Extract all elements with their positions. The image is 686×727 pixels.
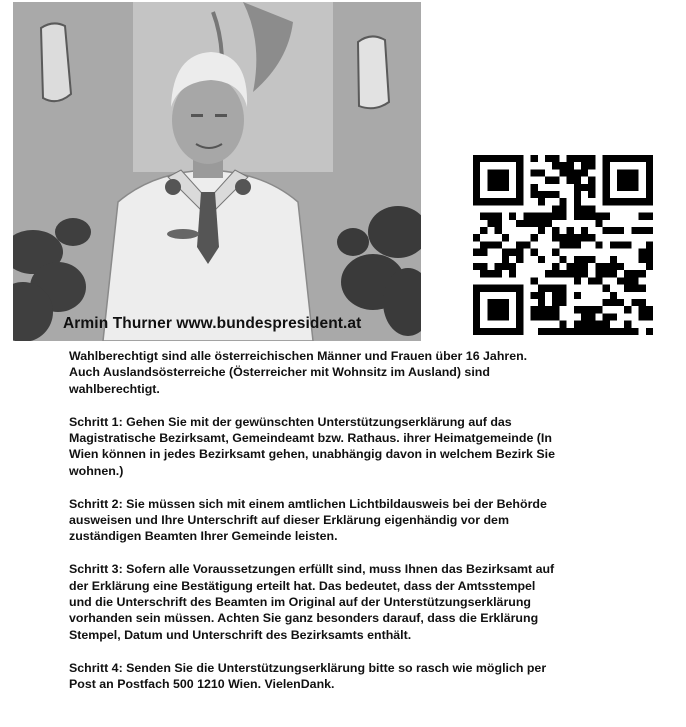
- portrait-illustration: [13, 2, 421, 341]
- paragraph-step-1: Schritt 1: Gehen Sie mit der gewünschten Unterstützungserklärung auf das Magistratische Bezirksamt, Gemeindeamt bzw. Rathaus. ihrer Heimatgemeinde (In Wien können in jedes Bezirksamt gehen, unabhängig davon in welchem Bezirk Sie wohnen.): [69, 414, 555, 478]
- qr-code-graphic: [473, 155, 653, 335]
- portrait-photo: [13, 2, 421, 341]
- instructions-text: [69, 348, 669, 709]
- qr-code-icon: [473, 155, 653, 335]
- paragraph-eligibility: Wahlberechtigt sind alle österreichischen Männer und Frauen über 16 Jahren. Auch Auslandsösterreiche (Österreicher mit Wohnsitz im Ausland) sind wahlberechtigt.: [69, 349, 528, 396]
- photo-caption: Armin Thurner www.bundespresident.at: [63, 315, 362, 332]
- paragraph-step-4: Schritt 4: Senden Sie die Unterstützungserklärung bitte so rasch wie möglich per Post an Postfach 500 1210 Wien. VielenDank.: [69, 660, 547, 692]
- paragraph-step-2: Schritt 2: Sie müssen sich mit einem amtlichen Lichtbildausweis bei der Behörde ausweisen und Ihre Unterschrift auf dieser Erklärung eigenhändig vor dem zuständigen Beamten Ihrer Gemeinde leisten.: [69, 496, 547, 544]
- paragraph-step-3: Schritt 3: Sofern alle Voraussetzungen erfüllt sind, muss Ihnen das Bezirksamt auf der Erklärung eine Bestätigung erteilt hat. Das bedeutet, dass der Amtsstempel und die Unterschrift des Beamten im Original auf der Unterstützungserklärung vorhanden sein müssen. Achten Sie ganz besonders darauf, dass die Erklärung Stempel, Datum und Unterschrift des Bezirksamts enthält.: [69, 562, 555, 642]
